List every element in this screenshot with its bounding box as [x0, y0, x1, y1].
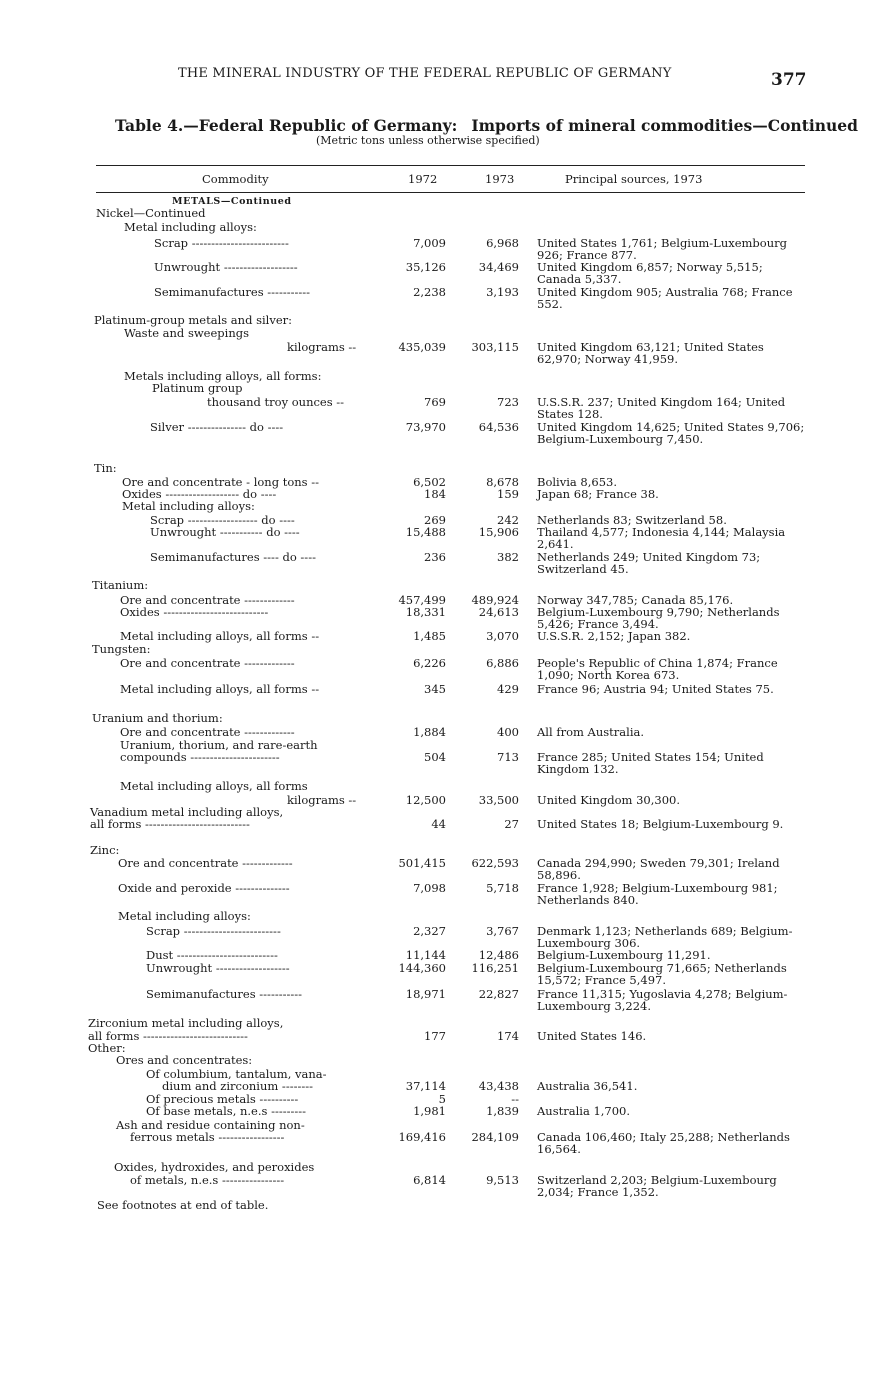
row-commodity: Ore and concentrate -------------: [118, 856, 293, 870]
table-subtitle: (Metric tons unless otherwise specified): [316, 134, 540, 147]
row-commodity: Ore and concentrate -------------: [120, 725, 295, 739]
row-value-1973: 24,613: [478, 605, 519, 619]
row-commodity: Scrap ------------------ do ----: [150, 513, 295, 527]
running-title: THE MINERAL INDUSTRY OF THE FEDERAL REPUBLIC OF GERMANY: [178, 66, 672, 81]
row-value-1972: 435,039: [398, 340, 446, 354]
row-value-1973: 43,438: [478, 1079, 519, 1093]
row-value-1973: 6,886: [486, 656, 519, 670]
row-principal-sources: France 11,315; Yugoslavia 4,278; Belgium-Luxembourg 3,224.: [537, 987, 788, 1013]
row-value-1972: 177: [424, 1029, 446, 1043]
row-commodity: Ores and concentrates:: [116, 1053, 253, 1067]
row-commodity: Other:: [88, 1041, 126, 1055]
row-value-1972: 769: [424, 395, 446, 409]
row-principal-sources: France 285; United States 154; United Kingdom 132.: [537, 750, 764, 776]
column-header-1973: 1973: [485, 172, 515, 186]
row-commodity: Ore and concentrate -------------: [120, 593, 295, 607]
row-commodity: Uranium, thorium, and rare-earth: [120, 738, 318, 752]
row-commodity: Scrap -------------------------: [146, 924, 281, 938]
row-commodity: Unwrought ----------- do ----: [150, 525, 300, 539]
row-commodity: Metals including alloys, all forms:: [124, 369, 322, 383]
row-commodity: Platinum group: [152, 381, 243, 395]
row-value-1973: 6,968: [486, 236, 519, 250]
row-commodity: Metal including alloys:: [122, 499, 255, 513]
column-header-1972: 1972: [408, 172, 438, 186]
column-header-sources: Principal sources, 1973: [565, 172, 703, 186]
row-value-1973: 174: [497, 1029, 519, 1043]
row-commodity: all forms ---------------------------: [90, 817, 250, 831]
row-commodity: Dust --------------------------: [146, 948, 278, 962]
table-title-part2: Imports of mineral commodities—Continued: [471, 116, 858, 135]
row-value-1972: 2,327: [413, 924, 446, 938]
row-principal-sources: United Kingdom 63,121; United States 62,970; Norway 41,959.: [537, 340, 764, 366]
row-principal-sources: Belgium-Luxembourg 9,790; Netherlands 5,426; France 3,494.: [537, 605, 780, 631]
row-commodity: Waste and sweepings: [124, 326, 250, 340]
row-value-1973: 116,251: [471, 961, 519, 975]
table-header-rule: [96, 192, 805, 193]
row-principal-sources: Australia 36,541.: [537, 1079, 638, 1093]
row-value-1972: 6,502: [413, 475, 446, 489]
row-commodity: Oxides ---------------------------: [120, 605, 269, 619]
row-commodity: Oxides, hydroxides, and peroxides: [114, 1160, 315, 1174]
row-value-1973: 5,718: [486, 881, 519, 895]
row-principal-sources: U.S.S.R. 237; United Kingdom 164; United States 128.: [537, 395, 786, 421]
row-commodity: Unwrought -------------------: [146, 961, 290, 975]
row-commodity: Zirconium metal including alloys,: [88, 1016, 284, 1030]
row-commodity: Semimanufactures -----------: [146, 987, 303, 1001]
row-commodity: compounds -----------------------: [120, 750, 280, 764]
row-commodity: Unwrought -------------------: [154, 260, 298, 274]
row-commodity: Of base metals, n.e.s ---------: [146, 1104, 307, 1118]
row-value-1973: 22,827: [478, 987, 519, 1001]
row-value-1973: 64,536: [478, 420, 519, 434]
row-principal-sources: People's Republic of China 1,874; France 1,090; North Korea 673.: [537, 656, 778, 682]
row-commodity: METALS—Continued: [172, 196, 292, 207]
column-header-commodity: Commodity: [202, 172, 269, 186]
row-principal-sources: Belgium-Luxembourg 11,291.: [537, 948, 711, 962]
row-principal-sources: Canada 294,990; Sweden 79,301; Ireland 58,896.: [537, 856, 780, 882]
row-value-1973: 3,193: [486, 285, 519, 299]
row-principal-sources: Netherlands 249; United Kingdom 73; Switzerland 45.: [537, 550, 761, 576]
row-principal-sources: Australia 1,700.: [537, 1104, 631, 1118]
row-commodity: Tungsten:: [92, 642, 151, 656]
row-value-1973: 1,839: [486, 1104, 519, 1118]
page-number: 377: [771, 70, 807, 90]
row-value-1972: 2,238: [413, 285, 446, 299]
row-principal-sources: United Kingdom 30,300.: [537, 793, 680, 807]
row-commodity: Metal including alloys:: [124, 220, 257, 234]
row-value-1972: 457,499: [398, 593, 446, 607]
row-commodity: Platinum-group metals and silver:: [94, 313, 293, 327]
row-value-1973: 3,070: [486, 629, 519, 643]
row-principal-sources: Thailand 4,577; Indonesia 4,144; Malaysia 2,641.: [537, 525, 786, 551]
row-commodity: kilograms --: [287, 340, 357, 354]
row-principal-sources: Japan 68; France 38.: [537, 487, 659, 501]
row-commodity: Ash and residue containing non-: [116, 1118, 305, 1132]
row-commodity: Ore and concentrate -------------: [120, 656, 295, 670]
row-commodity: Oxide and peroxide --------------: [118, 881, 290, 895]
row-value-1973: 3,767: [486, 924, 519, 938]
row-value-1973: 15,906: [478, 525, 519, 539]
row-principal-sources: All from Australia.: [537, 725, 645, 739]
row-value-1972: 269: [424, 513, 446, 527]
row-commodity: Vanadium metal including alloys,: [90, 805, 284, 819]
row-commodity: Of precious metals ----------: [146, 1092, 299, 1106]
row-value-1972: 35,126: [405, 260, 446, 274]
row-principal-sources: Canada 106,460; Italy 25,288; Netherlands 16,564.: [537, 1130, 790, 1156]
row-value-1972: 18,971: [405, 987, 446, 1001]
row-principal-sources: Netherlands 83; Switzerland 58.: [537, 513, 727, 527]
row-commodity: of metals, n.e.s ----------------: [130, 1173, 285, 1187]
row-value-1972: 44: [431, 817, 446, 831]
row-commodity: Metal including alloys, all forms --: [120, 682, 320, 696]
row-value-1972: 169,416: [398, 1130, 446, 1144]
row-commodity: ferrous metals -----------------: [130, 1130, 285, 1144]
row-value-1972: 15,488: [405, 525, 446, 539]
row-value-1972: 6,226: [413, 656, 446, 670]
row-principal-sources: United Kingdom 6,857; Norway 5,515; Canada 5,337.: [537, 260, 763, 286]
row-principal-sources: United States 146.: [537, 1029, 647, 1043]
row-commodity: dium and zirconium --------: [162, 1079, 314, 1093]
row-value-1972: 1,981: [413, 1104, 446, 1118]
row-commodity: Semimanufactures -----------: [154, 285, 311, 299]
row-value-1973: 723: [497, 395, 519, 409]
row-value-1972: 11,144: [405, 948, 446, 962]
row-principal-sources: Belgium-Luxembourg 71,665; Netherlands 15,572; France 5,497.: [537, 961, 787, 987]
row-value-1972: 37,114: [405, 1079, 446, 1093]
row-commodity: Silver --------------- do ----: [150, 420, 284, 434]
row-value-1972: 12,500: [405, 793, 446, 807]
row-value-1973: --: [511, 1092, 519, 1106]
row-value-1973: 489,924: [471, 593, 519, 607]
row-value-1973: 12,486: [478, 948, 519, 962]
row-commodity: Titanium:: [92, 578, 149, 592]
row-commodity: Of columbium, tantalum, vana-: [146, 1067, 327, 1081]
table-title: [115, 116, 858, 135]
row-commodity: Uranium and thorium:: [92, 711, 223, 725]
row-commodity: all forms ---------------------------: [88, 1029, 248, 1043]
row-value-1972: 1,884: [413, 725, 446, 739]
row-commodity: Metal including alloys, all forms --: [120, 629, 320, 643]
row-value-1972: 6,814: [413, 1173, 446, 1187]
footnote: See footnotes at end of table.: [97, 1198, 269, 1212]
row-value-1973: 242: [497, 513, 519, 527]
row-value-1972: 1,485: [413, 629, 446, 643]
row-commodity: Scrap -------------------------: [154, 236, 289, 250]
row-commodity: Oxides ------------------- do ----: [122, 487, 277, 501]
table-top-rule: [96, 165, 805, 166]
row-value-1972: 184: [424, 487, 446, 501]
row-principal-sources: U.S.S.R. 2,152; Japan 382.: [537, 629, 691, 643]
row-value-1972: 501,415: [398, 856, 446, 870]
row-value-1973: 303,115: [471, 340, 519, 354]
table-title-part1: Table 4.—Federal Republic of Germany:: [115, 116, 458, 135]
row-value-1972: 18,331: [405, 605, 446, 619]
row-commodity: thousand troy ounces --: [207, 395, 345, 409]
row-value-1972: 7,009: [413, 236, 446, 250]
row-principal-sources: United Kingdom 905; Australia 768; France 552.: [537, 285, 793, 311]
row-value-1973: 382: [497, 550, 519, 564]
row-principal-sources: Switzerland 2,203; Belgium-Luxembourg 2,034; France 1,352.: [537, 1173, 777, 1199]
row-principal-sources: Bolivia 8,653.: [537, 475, 617, 489]
row-commodity: Nickel—Continued: [96, 206, 206, 220]
row-value-1972: 236: [424, 550, 446, 564]
row-commodity: Semimanufactures ---- do ----: [150, 550, 316, 564]
row-value-1972: 7,098: [413, 881, 446, 895]
row-commodity: Ore and concentrate - long tons --: [122, 475, 319, 489]
row-commodity: kilograms --: [287, 793, 357, 807]
row-value-1973: 400: [497, 725, 519, 739]
row-value-1972: 5: [438, 1092, 446, 1106]
row-commodity: Zinc:: [90, 843, 120, 857]
row-principal-sources: France 96; Austria 94; United States 75.: [537, 682, 774, 696]
row-value-1973: 9,513: [486, 1173, 519, 1187]
row-principal-sources: United Kingdom 14,625; United States 9,706; Belgium-Luxembourg 7,450.: [537, 420, 805, 446]
row-value-1973: 27: [504, 817, 519, 831]
row-commodity: Metal including alloys, all forms: [120, 779, 308, 793]
row-value-1973: 34,469: [478, 260, 519, 274]
row-value-1973: 429: [497, 682, 519, 696]
row-value-1972: 345: [424, 682, 446, 696]
row-value-1972: 73,970: [405, 420, 446, 434]
row-principal-sources: Denmark 1,123; Netherlands 689; Belgium-Luxembourg 306.: [537, 924, 793, 950]
row-principal-sources: United States 18; Belgium-Luxembourg 9.: [537, 817, 784, 831]
row-commodity: Tin:: [94, 461, 117, 475]
row-value-1973: 8,678: [486, 475, 519, 489]
row-commodity: Metal including alloys:: [118, 909, 251, 923]
row-value-1973: 159: [497, 487, 519, 501]
row-principal-sources: France 1,928; Belgium-Luxembourg 981; Netherlands 840.: [537, 881, 778, 907]
row-value-1973: 33,500: [478, 793, 519, 807]
row-value-1973: 622,593: [471, 856, 519, 870]
row-value-1973: 284,109: [471, 1130, 519, 1144]
row-value-1972: 144,360: [398, 961, 446, 975]
row-principal-sources: United States 1,761; Belgium-Luxembourg 926; France 877.: [537, 236, 787, 262]
row-value-1973: 713: [497, 750, 519, 764]
row-value-1972: 504: [424, 750, 446, 764]
row-principal-sources: Norway 347,785; Canada 85,176.: [537, 593, 734, 607]
